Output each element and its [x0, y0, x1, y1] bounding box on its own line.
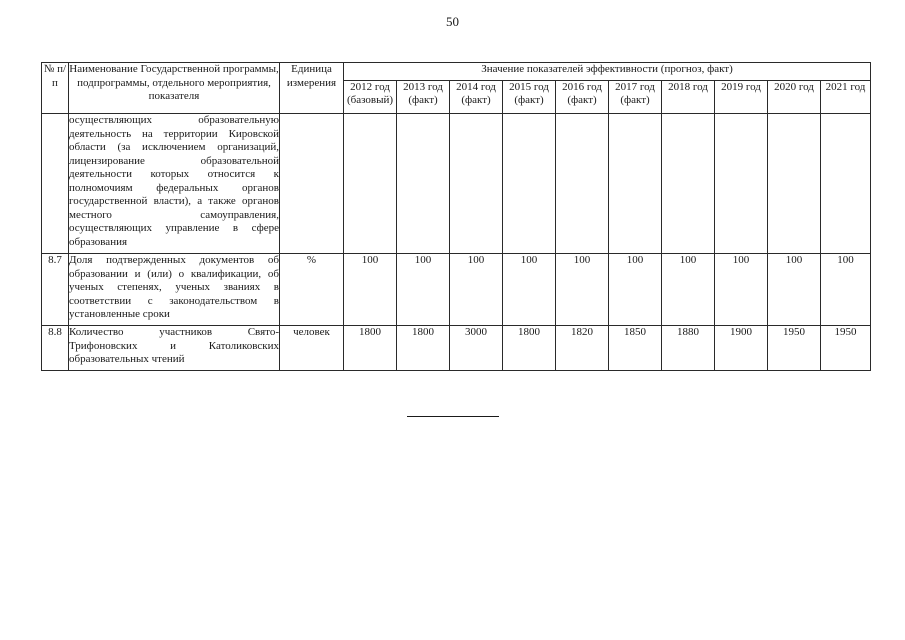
table-row	[42, 326, 871, 371]
row-value: 100	[344, 254, 397, 326]
row-unit: %	[280, 254, 344, 326]
header-year-note: (факт)	[461, 94, 491, 106]
row-value	[768, 114, 821, 254]
row-value: 1880	[662, 326, 715, 371]
header-year	[344, 81, 397, 114]
header-name: Наименование Государственной программы, подпрограммы, отдельного мероприятия, показателя	[69, 63, 280, 114]
row-value	[397, 114, 450, 254]
row-value: 100	[503, 254, 556, 326]
header-year	[397, 81, 450, 114]
header-year	[609, 81, 662, 114]
row-value: 1850	[609, 326, 662, 371]
header-year-label: 2021 год	[825, 81, 866, 93]
header-year-label: 2012 год	[350, 81, 390, 93]
end-of-document-rule	[407, 416, 499, 417]
header-row-top	[42, 63, 871, 81]
row-value: 1950	[821, 326, 871, 371]
header-year	[715, 81, 768, 114]
row-value: 100	[821, 254, 871, 326]
row-unit	[280, 114, 344, 254]
row-value: 100	[662, 254, 715, 326]
row-value: 100	[556, 254, 609, 326]
row-value: 100	[768, 254, 821, 326]
header-year-label: 2015 год	[509, 81, 549, 93]
header-values-group: Значение показателей эффективности (прогноз, факт)	[344, 63, 871, 81]
row-value: 100	[450, 254, 503, 326]
table-row	[42, 254, 871, 326]
row-value: 1800	[344, 326, 397, 371]
row-value	[556, 114, 609, 254]
row-num	[42, 114, 69, 254]
header-year-label: 2019 год	[721, 81, 761, 93]
header-year-note: (факт)	[514, 94, 544, 106]
header-year-label: 2018 год	[668, 81, 708, 93]
indicators-table	[41, 62, 871, 371]
row-value	[609, 114, 662, 254]
table-row	[42, 114, 871, 254]
header-year	[556, 81, 609, 114]
row-value: 100	[397, 254, 450, 326]
page-number: 50	[446, 14, 459, 29]
row-value: 1820	[556, 326, 609, 371]
header-num: № п/п	[42, 63, 69, 114]
row-value	[715, 114, 768, 254]
row-value	[344, 114, 397, 254]
header-year	[450, 81, 503, 114]
header-year	[503, 81, 556, 114]
header-year-label: 2016 год	[562, 81, 602, 93]
row-value: 1800	[397, 326, 450, 371]
row-value: 100	[715, 254, 768, 326]
row-name: осуществляющих образовательную деятельность на территории Кировской области (за исключением организаций, лицензирование образовательной деятельности которых относится к полномочиям федеральных органов государственной власти), а также органов местного самоуправления, осуществляющих управление в сфере образования	[69, 114, 280, 254]
row-value	[821, 114, 871, 254]
header-year-note: (базовый)	[346, 94, 394, 106]
row-value	[662, 114, 715, 254]
row-value	[450, 114, 503, 254]
header-year-label: 2020 год	[774, 81, 814, 93]
header-year-label: 2014 год	[456, 81, 496, 93]
header-year-note: (факт)	[567, 94, 597, 106]
header-year-note: (факт)	[620, 94, 650, 106]
header-year	[768, 81, 821, 114]
row-value: 1900	[715, 326, 768, 371]
header-year-note: (факт)	[408, 94, 438, 106]
row-name: Количество участников Свято-Трифоновских и Католиковских образовательных чтений	[69, 326, 280, 371]
row-value: 100	[609, 254, 662, 326]
header-year	[662, 81, 715, 114]
header-year-label: 2017 год	[615, 81, 655, 93]
row-value: 1800	[503, 326, 556, 371]
header-year	[821, 81, 871, 114]
row-name: Доля подтвержденных документов об образовании и (или) о квалификации, об ученых степенях, ученых званиях в соответствии с законодательством в установленные сроки	[69, 254, 280, 326]
row-value	[503, 114, 556, 254]
row-num: 8.8	[42, 326, 69, 371]
row-unit: человек	[280, 326, 344, 371]
header-unit: Единица измерения	[280, 63, 344, 114]
row-num: 8.7	[42, 254, 69, 326]
row-value: 1950	[768, 326, 821, 371]
row-value: 3000	[450, 326, 503, 371]
header-year-label: 2013 год	[403, 81, 443, 93]
